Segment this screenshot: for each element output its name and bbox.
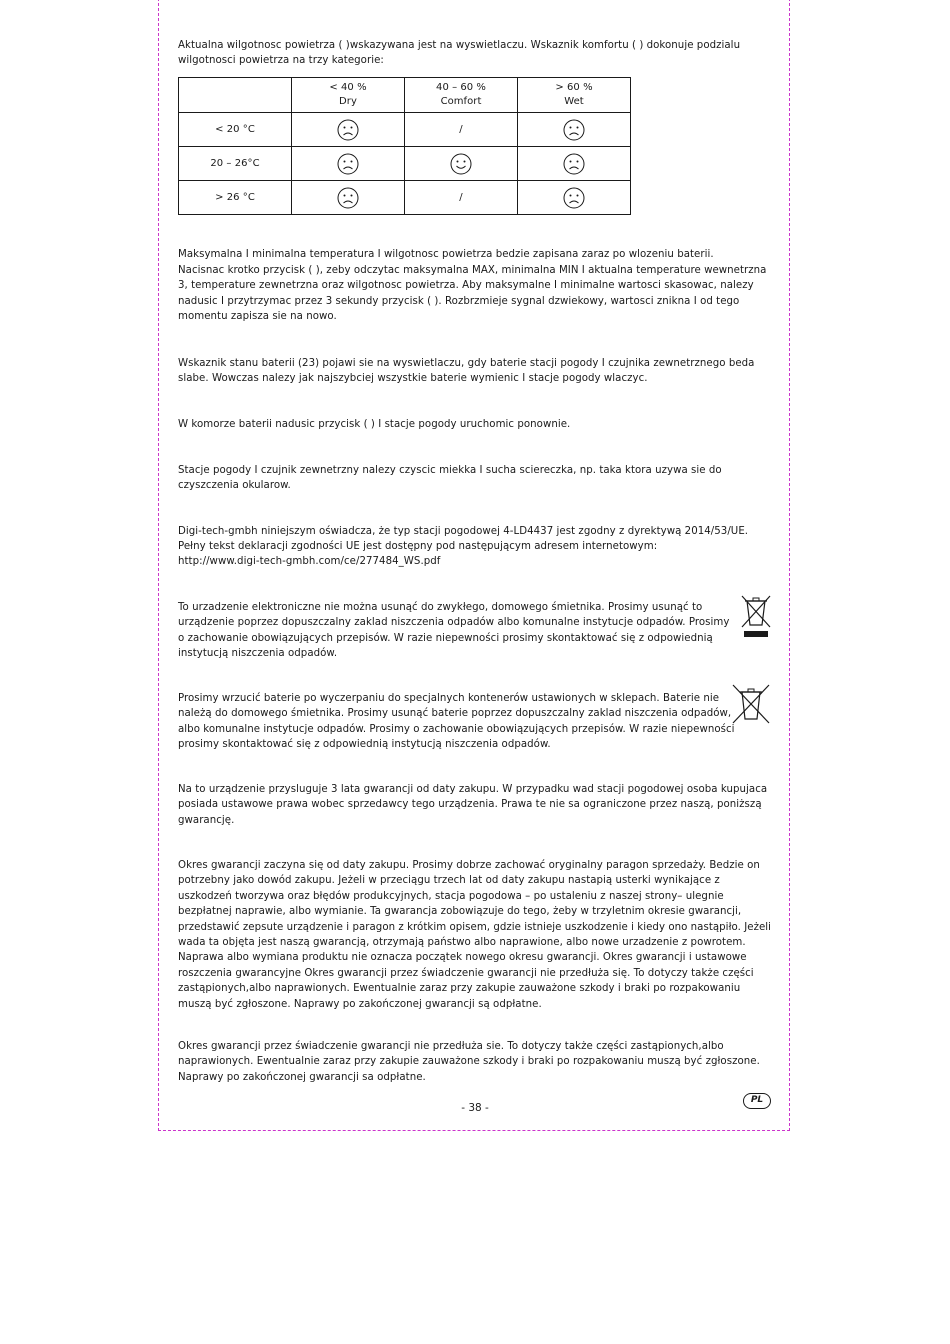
warranty-paragraph-3: Okres gwarancji przez świadczenie gwarancji nie przedłuża sie. To dotyczy także części zastąpionych,albo naprawionych. Ewentualnie zaraz przy zakupie zauważone szkody i braki po rozpakowaniu muszą być zgłoszone. Naprawy po zakończonej gwarancji sa odpłatne. [178, 1041, 760, 1083]
row-temp-label: > 26 °C [179, 181, 292, 215]
sad-face-icon [563, 153, 585, 175]
minmax-paragraph-1: Maksymalna I minimalna temperatura I wilgotnosc powietrza bedzie zapisana zaraz po wlozeniu baterii. [178, 249, 714, 260]
table-row [179, 113, 631, 147]
warranty-paragraph-1: Na to urządzenie przysluguje 3 lata gwarancji od daty zakupu. W przypadku wad stacji pogodowej osoba kupujaca posiada ustawowe prawa wobec sprzedawcy tego urządzenia. Prawa te nie sa ograniczone przez naszą, poniższą gwarancję. [178, 784, 768, 826]
reset-paragraph: W komorze baterii nadusic przycisk ( ) I stacje pogody uruchomic ponownie. [178, 419, 571, 430]
page-number: - 38 - [461, 1102, 489, 1114]
table-header-wet: > 60 % Wet [518, 78, 631, 113]
table-header-comfort: 40 – 60 % Comfort [405, 78, 518, 113]
sad-face-icon [563, 119, 585, 141]
slash-cell: / [405, 181, 518, 215]
declaration-line-2: Pełny tekst deklaracji zgodności UE jest dostępny pod następującym adresem internetowym: [178, 541, 658, 552]
battery-disposal-paragraph: Prosimy wrzucić baterie po wyczerpaniu do specjalnych kontenerów ustawionych w sklepach. Baterie nie należą do domowego śmietnika. Prosimy usunąć baterie poprzez dopuszczalny zaklad niszczenia odpadów, albo komunalne instytucje odpadów. Prosimy o zachowanie obowiązujących przepisów. W razie niepewności prosimy skontaktować się z odpowiednią instytucją niszczenia odpadów. [178, 693, 735, 751]
sad-face-icon [337, 153, 359, 175]
device-disposal-paragraph: To urzadzenie elektroniczne nie można usunąć do zwykłego, domowego śmietnika. Prosimy usunąć to urządzenie poprzez dopuszczalny zaklad niszczenia odpadów albo komunalne instytucje odpadów. Prosimy o zachowanie obowiązujących przepisów. W razie niepewności prosimy skontaktować się z odpowiednią instytucją niszczenia odpadów. [178, 602, 730, 660]
crossed-bin-icon [739, 593, 773, 639]
table-row [179, 147, 631, 181]
battery-paragraph: Wskaznik stanu baterii (23) pojawi sie na wyswietlaczu, gdy baterie stacji pogody I czujnika zewnetrznego beda slabe. Wowczas nalezy jak najszybciej wszystkie baterie wymienic I stacje pogody wlaczyc. [178, 358, 755, 385]
row-temp-label: < 20 °C [179, 113, 292, 147]
minmax-paragraph-2: Nacisnac krotko przycisk ( ), zeby odczytac maksymalna MAX, minimalna MIN I aktualna temperature wewnetrzna 3, temperature zewnetrzna oraz wilgotnosc powietrza. Aby maksymalne I minimalne wartosci skasowac, nalezy nadusic I przytrzymac przez 3 sekundy przycisk ( ). Rozbrzmieje sygnal dzwiekowy, wartosci znikna I od tego momentu zapisza sie na nowo. [178, 265, 767, 323]
cleaning-paragraph: Stacje pogody I czujnik zewnetrzny nalezy czyscic miekka I sucha sciereczka, np. taka ktora uzywa sie do czyszczenia okularow. [178, 465, 722, 492]
happy-face-icon [450, 153, 472, 175]
slash-cell: / [405, 113, 518, 147]
intro-paragraph: Aktualna wilgotnosc powietrza ( )wskazywana jest na wyswietlaczu. Wskaznik komfortu ( ) dokonuje podzialu wilgotnosci powietrza na trzy kategorie: [178, 40, 741, 67]
table-corner-cell [179, 78, 292, 113]
table-header-row [179, 78, 631, 113]
crossed-bin-battery-icon [731, 683, 771, 725]
warranty-paragraph-2: Okres gwarancji zaczyna się od daty zakupu. Prosimy dobrze zachować oryginalny paragon sprzedaży. Bedzie on potrzebny jako dowód zakupu. Jeżeli w przeciągu trzech lat od daty zakupu nastapią usterki wynikające z uszkodzeń tworzywa oraz błędów produkcyjnych, stacja pogodowa – po ustaleniu z naszej strony– ulegnie bezpłatnej naprawie, albo wymianie. Ta gwarancja zobowiązuje do tego, żeby w trzyletnim okresie gwarancji, przedstawić zepsute urządzenie i paragon z krótkim opisem, gdzie istnieje uszkodzenie i kiedy ono nastąpiło. Jeżeli wada ta objęta jest naszą gwarancją, otrzymają państwo albo naprawione, albo nowe urzadzenie z powrotem. Naprawa albo wymiana produktu nie oznacza początek nowego okresu gwarancji. Okres gwarancji i ustawowe roszczenia gwarancyjne Okres gwarancji przez świadczenie gwarancji nie przedłuża się. To dotyczy także części zastąpionych,albo naprawionych. Ewentualnie zaraz przy zakupie zauważone szkody i braki po rozpakowaniu muszą być zgłoszone. Naprawy po zakończonej gwarancji są odpłatne. [178, 860, 772, 1010]
table-header-dry: < 40 % Dry [292, 78, 405, 113]
row-temp-label: 20 – 26°C [179, 147, 292, 181]
comfort-table [178, 77, 631, 215]
declaration-line-1: Digi-tech-gmbh niniejszym oświadcza, że typ stacji pogodowej 4-LD4437 jest zgodny z dyrektywą 2014/53/UE. [178, 526, 749, 537]
table-row [179, 181, 631, 215]
language-badge: PL [743, 1093, 771, 1109]
sad-face-icon [337, 119, 359, 141]
sad-face-icon [563, 187, 585, 209]
declaration-url: http://www.digi-tech-gmbh.com/ce/277484_WS.pdf [178, 556, 441, 567]
sad-face-icon [337, 187, 359, 209]
